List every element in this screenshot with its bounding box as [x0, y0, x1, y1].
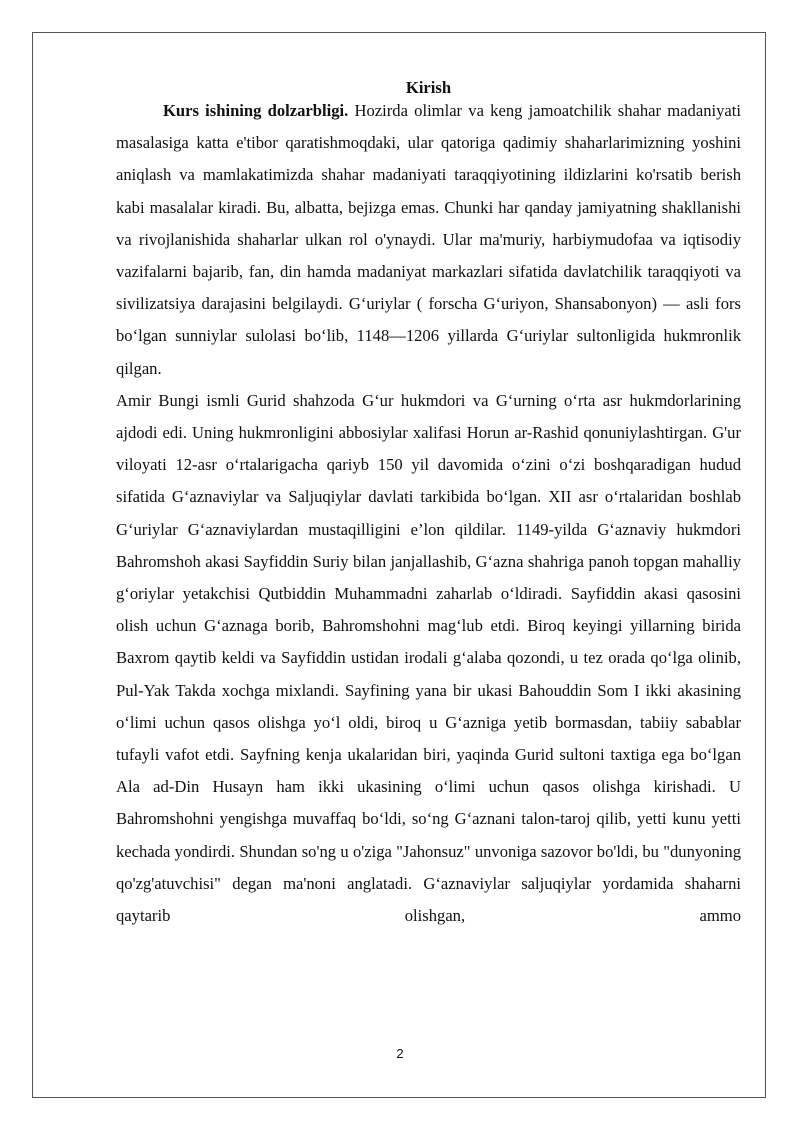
- paragraph-intro-text: Hozirda olimlar va keng jamoatchilik shahar madaniyati masalasiga katta e'tibor qaratishmoqdaki, ular qatoriga qadimiy shaharlarimizning yoshini aniqlash va mamlakatimizda shahar madaniyati taraqqiyotining ildizlarini ko'rsatib berish kabi masalalar kiradi. Bu, albatta, bejizga emas. Chunki har qanday jamiyatning shakllanishi va rivojlanishida shaharlar ulkan rol o'ynaydi. Ular ma'muriy, harbiymudofaa va iqtisodiy vazifalarni bajarib, fan, din hamda madaniyat markazlari sifatida davlatchilik taraqqiyoti va sivilizatsiya darajasini belgilaydi. G‘uriylar ( forscha G‘uriyon, Shansabonyon) — asli fors bo‘lgan sunniylar sulolasi bo‘lib, 1148—1206 yillarda G‘uriylar sultonligida hukmronlik qilgan.: [116, 101, 741, 378]
- document-title: Kirish: [405, 78, 452, 97]
- paragraph-intro: [116, 95, 741, 385]
- document-body: [116, 77, 741, 936]
- lead-heading: Kurs ishining dolzarbligi.: [163, 101, 349, 120]
- paragraph-history: Amir Bungi ismli Gurid shahzoda G‘ur hukmdori va G‘urning o‘rta asr hukmdorlarining ajdodi edi. Uning hukmronligini abbosiylar xalifasi Horun ar-Rashid qonuniylashtirgan. G'ur viloyati 12-asr o‘rtalarigacha qariyb 150 yil davomida o‘zini o‘zi boshqaradigan hudud sifatida G‘aznaviylar va Saljuqiylar davlati tarkibida bo‘lgan. XII asr o‘rtalaridan boshlab G‘uriylar G‘aznaviylardan mustaqilligini e’lon qildilar. 1149-yilda G‘aznaviy hukmdori Bahromshoh akasi Sayfiddin Suriy bilan janjallashib, G‘azna shahriga panoh topgan mahalliy g‘oriylar yetakchisi Qutbiddin Muhammadni zaharlab o‘ldiradi. Sayfiddin akasi qasosini olish uchun G‘aznaga borib, Bahromshohni mag‘lub etdi. Biroq keyingi yillarning birida Baxrom qaytib keldi va Sayfiddin ustidan irodali g‘alaba qozondi, u tez orada qo‘lga olinib, Pul-Yak Takda xochga mixlandi. Sayfining yana bir ukasi Bahouddin Som I ikki akasining o‘limi uchun qasos olishga yo‘l oldi, biroq u G‘azniga yetib bormasdan, tabiiy sabablar tufayli vafot etdi. Sayfning kenja ukalaridan biri, yaqinda Gurid sultoni taxtiga ega bo‘lgan Ala ad-Din Husayn ham ikki ukasining o‘limi uchun qasos olishga kirishadi. U Bahromshohni yengishga muvaffaq bo‘ldi, so‘ng G‘aznani talon-taroj qilib, yetti kunu yetti kechada yondirdi. Shundan so'ng u o'ziga "Jahonsuz" unvoniga sazovor bo'ldi, bu "dunyoning qo'zg'atuvchisi" degan ma'noni anglatadi. G‘aznaviylar saljuqiylar yordamida shaharni qaytarib olishgan, ammo: [116, 390, 741, 926]
- page-number: 2: [396, 1046, 404, 1061]
